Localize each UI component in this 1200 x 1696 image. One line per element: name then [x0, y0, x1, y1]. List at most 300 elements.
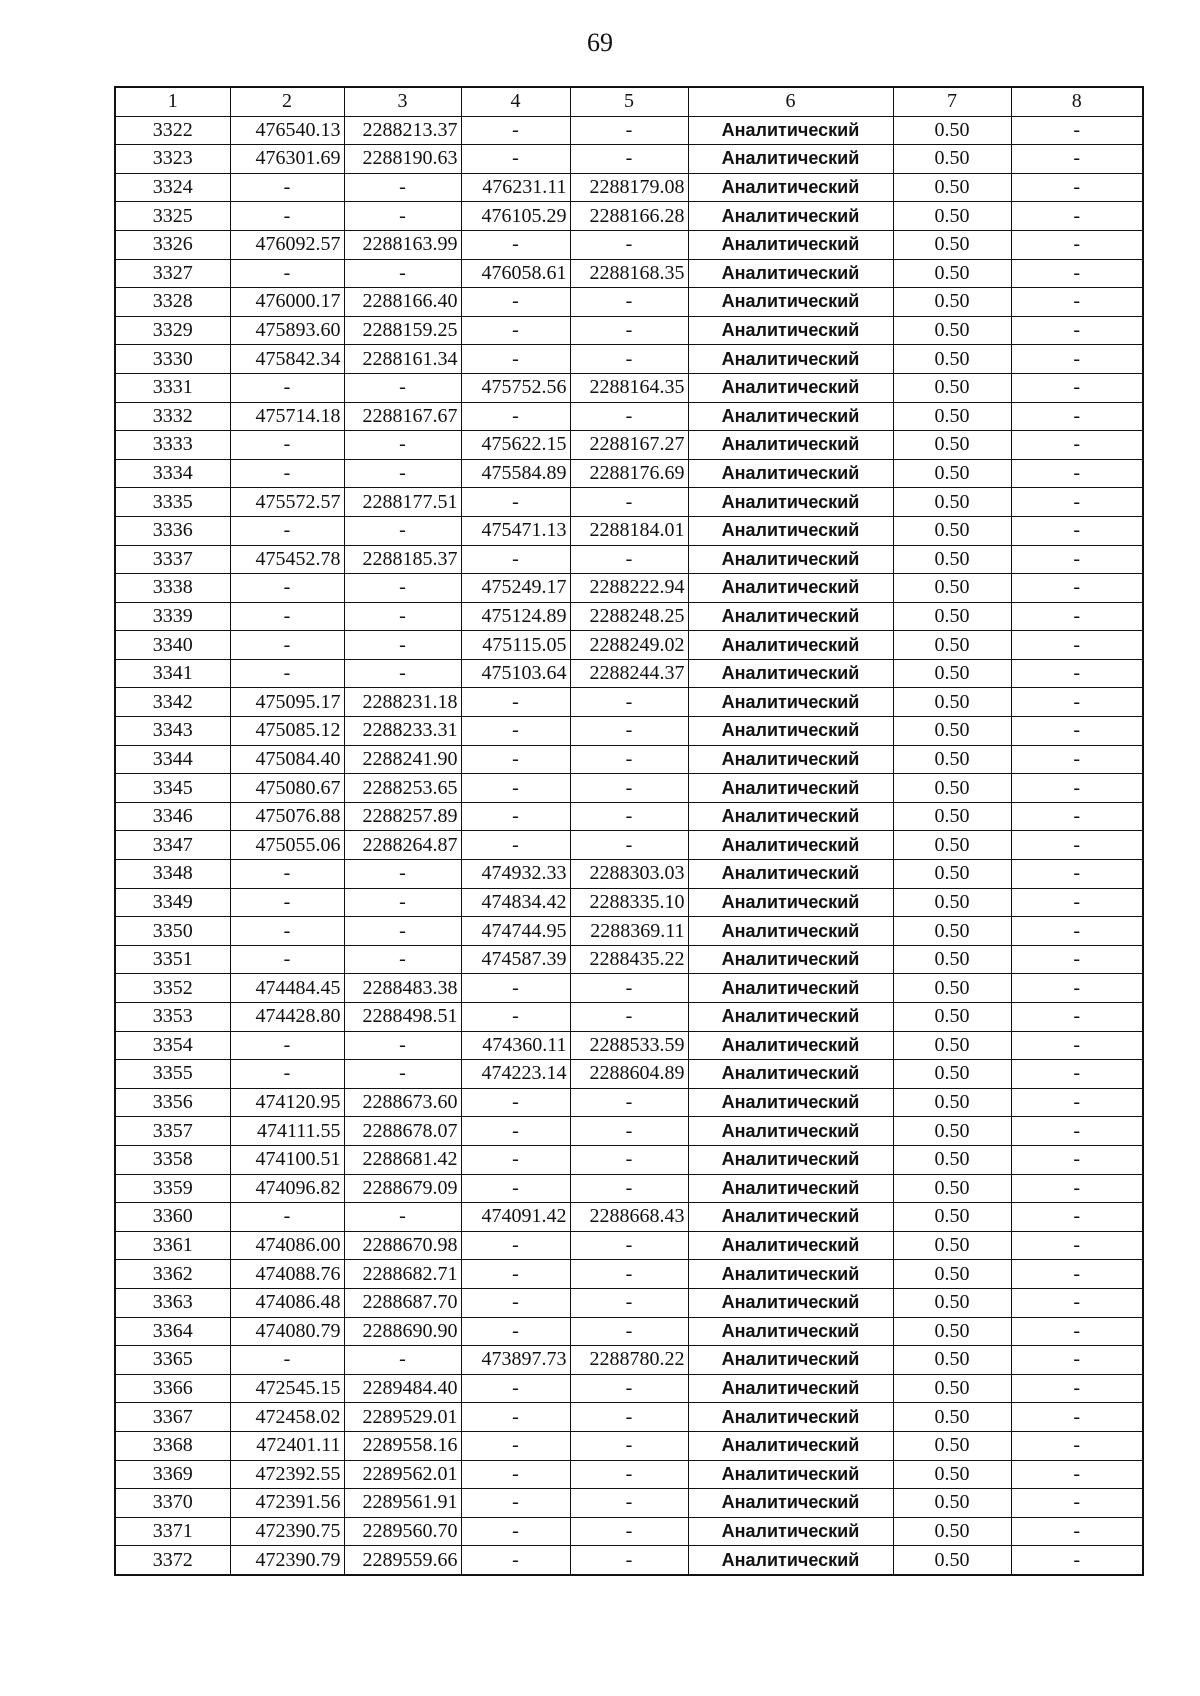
cell-note: - — [1011, 1031, 1143, 1060]
cell-note: - — [1011, 516, 1143, 545]
cell-note: - — [1011, 1260, 1143, 1289]
cell-x-coord-a: 474080.79 — [230, 1317, 344, 1346]
cell-y-coord-b: - — [570, 1517, 688, 1546]
cell-note: - — [1011, 230, 1143, 259]
cell-note: - — [1011, 116, 1143, 145]
cell-note: - — [1011, 431, 1143, 460]
cell-point-number: 3372 — [115, 1546, 230, 1575]
table-row — [115, 1431, 1143, 1460]
cell-y-coord-b: - — [570, 1374, 688, 1403]
cell-y-coord-a: 2288159.25 — [344, 316, 461, 345]
cell-y-coord-b: - — [570, 545, 688, 574]
cell-y-coord-a: 2288185.37 — [344, 545, 461, 574]
cell-y-coord-b: - — [570, 802, 688, 831]
column-header-7: 7 — [893, 87, 1011, 116]
table-row — [115, 917, 1143, 946]
cell-point-number: 3351 — [115, 945, 230, 974]
cell-accuracy: 0.50 — [893, 917, 1011, 946]
cell-point-number: 3330 — [115, 345, 230, 374]
cell-method: Аналитический — [688, 288, 893, 317]
cell-point-number: 3370 — [115, 1489, 230, 1518]
cell-accuracy: 0.50 — [893, 1346, 1011, 1375]
table-row — [115, 1288, 1143, 1317]
cell-y-coord-b: - — [570, 1317, 688, 1346]
cell-accuracy: 0.50 — [893, 1260, 1011, 1289]
cell-x-coord-a: 475080.67 — [230, 774, 344, 803]
cell-point-number: 3342 — [115, 688, 230, 717]
cell-method: Аналитический — [688, 1231, 893, 1260]
table-row — [115, 1088, 1143, 1117]
cell-note: - — [1011, 1346, 1143, 1375]
cell-method: Аналитический — [688, 1489, 893, 1518]
cell-accuracy: 0.50 — [893, 717, 1011, 746]
cell-accuracy: 0.50 — [893, 831, 1011, 860]
cell-accuracy: 0.50 — [893, 516, 1011, 545]
cell-note: - — [1011, 145, 1143, 174]
cell-note: - — [1011, 345, 1143, 374]
cell-x-coord-a: 475084.40 — [230, 745, 344, 774]
cell-point-number: 3322 — [115, 116, 230, 145]
table-row — [115, 1546, 1143, 1575]
table-row — [115, 145, 1143, 174]
cell-y-coord-a: 2288167.67 — [344, 402, 461, 431]
cell-x-coord-b: 475752.56 — [461, 373, 570, 402]
cell-x-coord-b: - — [461, 831, 570, 860]
cell-method: Аналитический — [688, 1203, 893, 1232]
cell-x-coord-a: 472391.56 — [230, 1489, 344, 1518]
cell-x-coord-b: - — [461, 717, 570, 746]
cell-note: - — [1011, 574, 1143, 603]
table-row — [115, 774, 1143, 803]
cell-x-coord-b: - — [461, 545, 570, 574]
cell-y-coord-a: 2288673.60 — [344, 1088, 461, 1117]
cell-method: Аналитический — [688, 1317, 893, 1346]
table-body — [115, 116, 1143, 1575]
cell-note: - — [1011, 1174, 1143, 1203]
cell-x-coord-b: - — [461, 1546, 570, 1575]
cell-y-coord-a: - — [344, 574, 461, 603]
column-header-1: 1 — [115, 87, 230, 116]
cell-x-coord-b: - — [461, 1231, 570, 1260]
cell-note: - — [1011, 259, 1143, 288]
cell-note: - — [1011, 1203, 1143, 1232]
cell-method: Аналитический — [688, 1431, 893, 1460]
cell-note: - — [1011, 802, 1143, 831]
table-row — [115, 1145, 1143, 1174]
cell-x-coord-a: 474088.76 — [230, 1260, 344, 1289]
cell-y-coord-b: - — [570, 688, 688, 717]
cell-y-coord-a: 2288163.99 — [344, 230, 461, 259]
cell-y-coord-b: 2288248.25 — [570, 602, 688, 631]
cell-x-coord-b: - — [461, 688, 570, 717]
cell-x-coord-a: - — [230, 259, 344, 288]
cell-accuracy: 0.50 — [893, 1145, 1011, 1174]
cell-y-coord-a: 2288679.09 — [344, 1174, 461, 1203]
cell-accuracy: 0.50 — [893, 860, 1011, 889]
cell-note: - — [1011, 1317, 1143, 1346]
table-row — [115, 860, 1143, 889]
cell-y-coord-a: - — [344, 431, 461, 460]
cell-x-coord-b: 476231.11 — [461, 173, 570, 202]
cell-method: Аналитический — [688, 116, 893, 145]
cell-note: - — [1011, 974, 1143, 1003]
cell-x-coord-b: 475249.17 — [461, 574, 570, 603]
cell-x-coord-a: 476000.17 — [230, 288, 344, 317]
cell-accuracy: 0.50 — [893, 1231, 1011, 1260]
cell-note: - — [1011, 373, 1143, 402]
cell-point-number: 3343 — [115, 717, 230, 746]
table-row — [115, 431, 1143, 460]
cell-accuracy: 0.50 — [893, 774, 1011, 803]
cell-x-coord-b: - — [461, 974, 570, 1003]
cell-x-coord-b: - — [461, 488, 570, 517]
cell-method: Аналитический — [688, 631, 893, 660]
cell-accuracy: 0.50 — [893, 173, 1011, 202]
cell-point-number: 3350 — [115, 917, 230, 946]
cell-y-coord-b: - — [570, 1460, 688, 1489]
cell-note: - — [1011, 1546, 1143, 1575]
table-row — [115, 259, 1143, 288]
cell-x-coord-b: - — [461, 1174, 570, 1203]
cell-y-coord-a: 2288264.87 — [344, 831, 461, 860]
cell-y-coord-a: 2289558.16 — [344, 1431, 461, 1460]
cell-y-coord-b: - — [570, 745, 688, 774]
cell-y-coord-b: 2288168.35 — [570, 259, 688, 288]
cell-y-coord-b: - — [570, 402, 688, 431]
cell-note: - — [1011, 545, 1143, 574]
cell-method: Аналитический — [688, 230, 893, 259]
cell-method: Аналитический — [688, 1031, 893, 1060]
cell-accuracy: 0.50 — [893, 1031, 1011, 1060]
cell-note: - — [1011, 1088, 1143, 1117]
cell-accuracy: 0.50 — [893, 459, 1011, 488]
cell-y-coord-b: 2288668.43 — [570, 1203, 688, 1232]
column-header-2: 2 — [230, 87, 344, 116]
cell-y-coord-b: - — [570, 1260, 688, 1289]
cell-accuracy: 0.50 — [893, 1117, 1011, 1146]
cell-point-number: 3328 — [115, 288, 230, 317]
table-row — [115, 888, 1143, 917]
cell-x-coord-a: 475085.12 — [230, 717, 344, 746]
cell-point-number: 3352 — [115, 974, 230, 1003]
cell-accuracy: 0.50 — [893, 1403, 1011, 1432]
cell-y-coord-a: 2288690.90 — [344, 1317, 461, 1346]
cell-x-coord-b: 475124.89 — [461, 602, 570, 631]
cell-x-coord-b: 474744.95 — [461, 917, 570, 946]
cell-y-coord-b: 2288335.10 — [570, 888, 688, 917]
table-row — [115, 202, 1143, 231]
coordinates-table — [114, 86, 1144, 1576]
cell-point-number: 3349 — [115, 888, 230, 917]
cell-method: Аналитический — [688, 574, 893, 603]
table-row — [115, 1174, 1143, 1203]
cell-x-coord-a: 476092.57 — [230, 230, 344, 259]
cell-x-coord-a: 472401.11 — [230, 1431, 344, 1460]
table-row — [115, 288, 1143, 317]
cell-method: Аналитический — [688, 1088, 893, 1117]
cell-x-coord-b: - — [461, 1317, 570, 1346]
cell-method: Аналитический — [688, 173, 893, 202]
cell-accuracy: 0.50 — [893, 1060, 1011, 1089]
table-row — [115, 1489, 1143, 1518]
cell-point-number: 3344 — [115, 745, 230, 774]
cell-note: - — [1011, 774, 1143, 803]
cell-x-coord-b: - — [461, 1431, 570, 1460]
cell-y-coord-a: - — [344, 1346, 461, 1375]
cell-accuracy: 0.50 — [893, 659, 1011, 688]
cell-y-coord-a: 2289529.01 — [344, 1403, 461, 1432]
cell-point-number: 3335 — [115, 488, 230, 517]
cell-x-coord-b: - — [461, 316, 570, 345]
cell-accuracy: 0.50 — [893, 288, 1011, 317]
cell-accuracy: 0.50 — [893, 1003, 1011, 1032]
cell-y-coord-a: - — [344, 1203, 461, 1232]
cell-y-coord-b: - — [570, 1489, 688, 1518]
cell-method: Аналитический — [688, 1288, 893, 1317]
cell-point-number: 3355 — [115, 1060, 230, 1089]
cell-accuracy: 0.50 — [893, 945, 1011, 974]
cell-point-number: 3347 — [115, 831, 230, 860]
cell-x-coord-a: 472458.02 — [230, 1403, 344, 1432]
cell-y-coord-a: 2288231.18 — [344, 688, 461, 717]
cell-method: Аналитический — [688, 1346, 893, 1375]
cell-accuracy: 0.50 — [893, 802, 1011, 831]
cell-point-number: 3333 — [115, 431, 230, 460]
table-row — [115, 1460, 1143, 1489]
cell-point-number: 3329 — [115, 316, 230, 345]
cell-y-coord-a: 2288190.63 — [344, 145, 461, 174]
cell-accuracy: 0.50 — [893, 230, 1011, 259]
cell-x-coord-a: 475714.18 — [230, 402, 344, 431]
cell-note: - — [1011, 459, 1143, 488]
cell-x-coord-a: 474096.82 — [230, 1174, 344, 1203]
cell-accuracy: 0.50 — [893, 1317, 1011, 1346]
cell-note: - — [1011, 831, 1143, 860]
cell-x-coord-b: - — [461, 1374, 570, 1403]
cell-point-number: 3331 — [115, 373, 230, 402]
cell-x-coord-a: - — [230, 659, 344, 688]
cell-y-coord-b: 2288604.89 — [570, 1060, 688, 1089]
cell-method: Аналитический — [688, 1117, 893, 1146]
cell-note: - — [1011, 1517, 1143, 1546]
cell-method: Аналитический — [688, 831, 893, 860]
cell-y-coord-a: - — [344, 945, 461, 974]
cell-y-coord-a: - — [344, 602, 461, 631]
cell-method: Аналитический — [688, 316, 893, 345]
cell-y-coord-b: - — [570, 345, 688, 374]
cell-method: Аналитический — [688, 145, 893, 174]
cell-x-coord-b: 476105.29 — [461, 202, 570, 231]
cell-accuracy: 0.50 — [893, 545, 1011, 574]
table-row — [115, 745, 1143, 774]
cell-y-coord-b: - — [570, 717, 688, 746]
table-row — [115, 1317, 1143, 1346]
cell-y-coord-b: - — [570, 316, 688, 345]
cell-x-coord-b: - — [461, 402, 570, 431]
cell-x-coord-a: - — [230, 516, 344, 545]
cell-x-coord-b: - — [461, 145, 570, 174]
cell-point-number: 3361 — [115, 1231, 230, 1260]
cell-x-coord-b: - — [461, 288, 570, 317]
table-row — [115, 488, 1143, 517]
table-row — [115, 459, 1143, 488]
cell-y-coord-b: - — [570, 774, 688, 803]
cell-method: Аналитический — [688, 516, 893, 545]
cell-y-coord-b: 2288166.28 — [570, 202, 688, 231]
cell-point-number: 3339 — [115, 602, 230, 631]
cell-method: Аналитический — [688, 802, 893, 831]
cell-x-coord-a: - — [230, 1060, 344, 1089]
cell-y-coord-b: 2288176.69 — [570, 459, 688, 488]
cell-accuracy: 0.50 — [893, 373, 1011, 402]
cell-y-coord-b: 2288164.35 — [570, 373, 688, 402]
cell-y-coord-a: - — [344, 917, 461, 946]
cell-method: Аналитический — [688, 545, 893, 574]
cell-accuracy: 0.50 — [893, 1088, 1011, 1117]
cell-method: Аналитический — [688, 1174, 893, 1203]
cell-x-coord-b: 475115.05 — [461, 631, 570, 660]
cell-note: - — [1011, 1489, 1143, 1518]
cell-note: - — [1011, 888, 1143, 917]
cell-method: Аналитический — [688, 1517, 893, 1546]
cell-accuracy: 0.50 — [893, 1288, 1011, 1317]
page-number: 69 — [587, 28, 613, 57]
table-row — [115, 1060, 1143, 1089]
cell-accuracy: 0.50 — [893, 1174, 1011, 1203]
cell-y-coord-a: 2288483.38 — [344, 974, 461, 1003]
cell-note: - — [1011, 659, 1143, 688]
cell-point-number: 3326 — [115, 230, 230, 259]
table-row — [115, 316, 1143, 345]
table-row — [115, 1231, 1143, 1260]
cell-y-coord-a: - — [344, 1060, 461, 1089]
cell-method: Аналитический — [688, 1260, 893, 1289]
cell-y-coord-b: - — [570, 1546, 688, 1575]
cell-note: - — [1011, 688, 1143, 717]
cell-y-coord-b: - — [570, 1088, 688, 1117]
cell-x-coord-a: 475893.60 — [230, 316, 344, 345]
table-row — [115, 659, 1143, 688]
cell-x-coord-b: - — [461, 774, 570, 803]
cell-note: - — [1011, 1003, 1143, 1032]
cell-point-number: 3348 — [115, 860, 230, 889]
cell-point-number: 3360 — [115, 1203, 230, 1232]
cell-y-coord-b: - — [570, 1145, 688, 1174]
cell-y-coord-b: - — [570, 1288, 688, 1317]
cell-x-coord-b: - — [461, 1088, 570, 1117]
cell-x-coord-a: 474120.95 — [230, 1088, 344, 1117]
cell-method: Аналитический — [688, 431, 893, 460]
cell-y-coord-a: 2289562.01 — [344, 1460, 461, 1489]
cell-accuracy: 0.50 — [893, 631, 1011, 660]
cell-x-coord-a: 474086.00 — [230, 1231, 344, 1260]
table-row — [115, 1403, 1143, 1432]
cell-point-number: 3365 — [115, 1346, 230, 1375]
cell-method: Аналитический — [688, 745, 893, 774]
cell-point-number: 3366 — [115, 1374, 230, 1403]
cell-y-coord-b: - — [570, 1431, 688, 1460]
cell-y-coord-a: 2289560.70 — [344, 1517, 461, 1546]
cell-y-coord-a: - — [344, 459, 461, 488]
cell-y-coord-b: 2288184.01 — [570, 516, 688, 545]
cell-x-coord-a: 475842.34 — [230, 345, 344, 374]
cell-x-coord-a: - — [230, 1203, 344, 1232]
cell-point-number: 3371 — [115, 1517, 230, 1546]
cell-y-coord-a: - — [344, 516, 461, 545]
cell-point-number: 3364 — [115, 1317, 230, 1346]
column-header-3: 3 — [344, 87, 461, 116]
cell-x-coord-a: 475095.17 — [230, 688, 344, 717]
cell-x-coord-b: - — [461, 230, 570, 259]
cell-y-coord-b: 2288303.03 — [570, 860, 688, 889]
table-row — [115, 173, 1143, 202]
cell-point-number: 3359 — [115, 1174, 230, 1203]
cell-method: Аналитический — [688, 488, 893, 517]
cell-point-number: 3337 — [115, 545, 230, 574]
cell-method: Аналитический — [688, 888, 893, 917]
cell-y-coord-b: 2288244.37 — [570, 659, 688, 688]
cell-method: Аналитический — [688, 1003, 893, 1032]
cell-x-coord-b: 473897.73 — [461, 1346, 570, 1375]
cell-y-coord-b: - — [570, 288, 688, 317]
cell-note: - — [1011, 1231, 1143, 1260]
cell-x-coord-b: - — [461, 802, 570, 831]
cell-accuracy: 0.50 — [893, 602, 1011, 631]
cell-method: Аналитический — [688, 659, 893, 688]
cell-y-coord-b: - — [570, 974, 688, 1003]
cell-note: - — [1011, 1460, 1143, 1489]
cell-y-coord-b: 2288167.27 — [570, 431, 688, 460]
cell-y-coord-b: - — [570, 1174, 688, 1203]
table-row — [115, 516, 1143, 545]
cell-x-coord-b: 475584.89 — [461, 459, 570, 488]
cell-x-coord-a: 474100.51 — [230, 1145, 344, 1174]
cell-y-coord-a: 2288213.37 — [344, 116, 461, 145]
cell-method: Аналитический — [688, 917, 893, 946]
cell-y-coord-a: 2289484.40 — [344, 1374, 461, 1403]
cell-note: - — [1011, 745, 1143, 774]
table-row — [115, 116, 1143, 145]
table-row — [115, 1346, 1143, 1375]
cell-x-coord-a: - — [230, 917, 344, 946]
table-row — [115, 802, 1143, 831]
cell-y-coord-b: - — [570, 116, 688, 145]
cell-x-coord-a: 475076.88 — [230, 802, 344, 831]
cell-method: Аналитический — [688, 774, 893, 803]
cell-accuracy: 0.50 — [893, 574, 1011, 603]
cell-y-coord-b: - — [570, 1003, 688, 1032]
cell-note: - — [1011, 173, 1143, 202]
cell-accuracy: 0.50 — [893, 1460, 1011, 1489]
cell-y-coord-a: - — [344, 1031, 461, 1060]
cell-accuracy: 0.50 — [893, 888, 1011, 917]
table-row — [115, 1374, 1143, 1403]
cell-x-coord-a: - — [230, 173, 344, 202]
cell-y-coord-a: 2288161.34 — [344, 345, 461, 374]
cell-y-coord-b: 2288533.59 — [570, 1031, 688, 1060]
cell-method: Аналитический — [688, 974, 893, 1003]
cell-point-number: 3323 — [115, 145, 230, 174]
cell-method: Аналитический — [688, 602, 893, 631]
cell-point-number: 3358 — [115, 1145, 230, 1174]
cell-y-coord-a: 2288678.07 — [344, 1117, 461, 1146]
cell-x-coord-b: 474834.42 — [461, 888, 570, 917]
table-row — [115, 1117, 1143, 1146]
cell-accuracy: 0.50 — [893, 1431, 1011, 1460]
cell-y-coord-b: - — [570, 1403, 688, 1432]
cell-x-coord-a: 472390.75 — [230, 1517, 344, 1546]
cell-x-coord-b: - — [461, 1489, 570, 1518]
